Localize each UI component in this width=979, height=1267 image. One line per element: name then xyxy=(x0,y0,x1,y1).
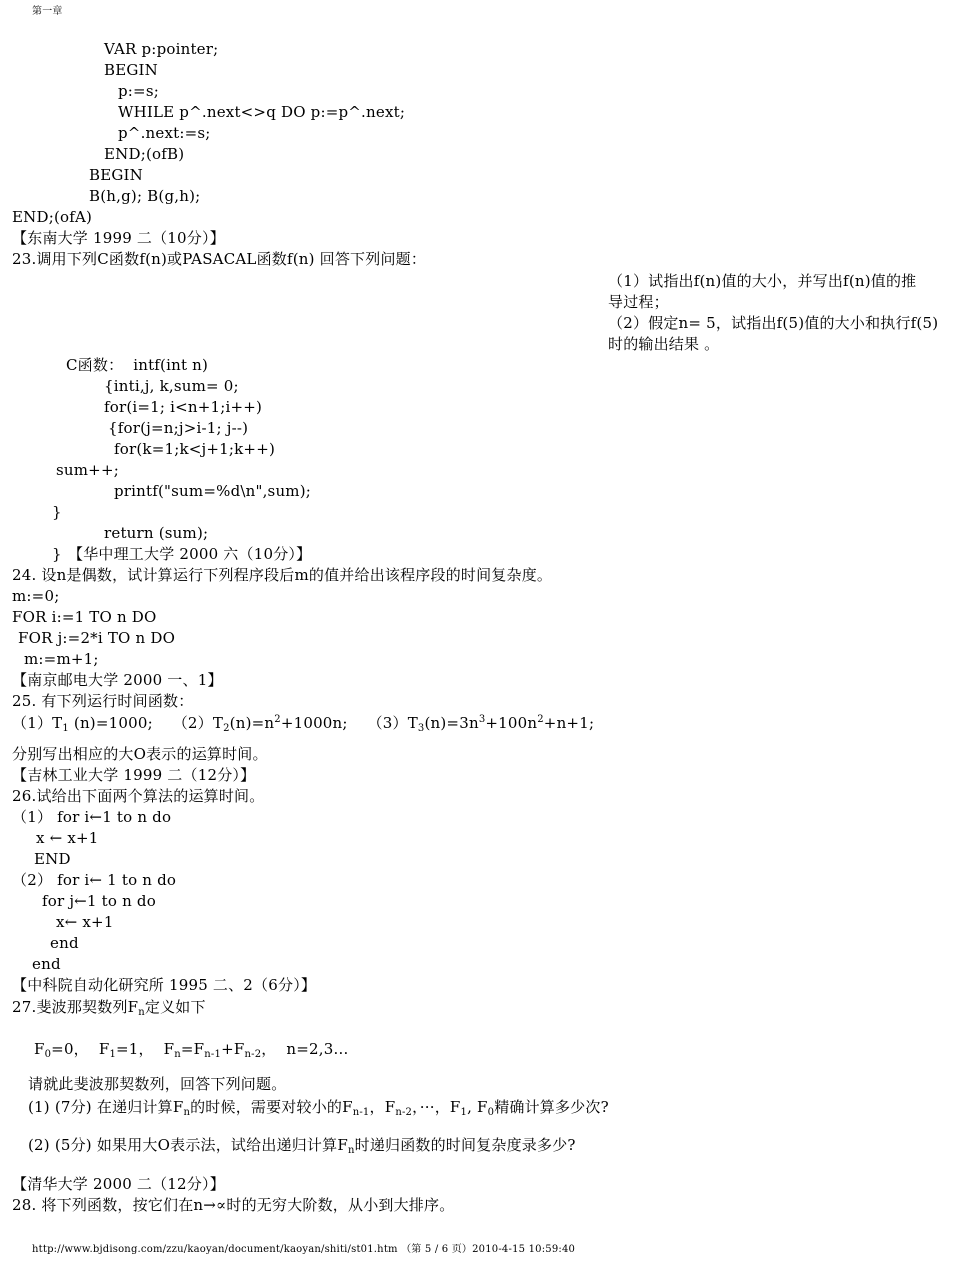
code-line: BEGIN xyxy=(104,61,159,79)
code-line: END;(ofA) xyxy=(12,208,93,226)
question-subpart: (1) (7分) 在递归计算$F_n$的时候，需要对较小的$F_{n-1}$，$F_{n-2}$，···，$F_1$, $F_0$精确计算多少次? xyxy=(28,1098,609,1118)
question-text: 分别写出相应的大O表示的运算时间。 xyxy=(12,745,268,763)
question-subpart: (2) (5分) 如果用大O表示法，试给出递归计算$F_n$时递归函数的时间复杂度录多少? xyxy=(28,1136,576,1156)
question-text: 请就此斐波那契数列，回答下列问题。 xyxy=(28,1075,287,1093)
question-subpart: 时的输出结果 。 xyxy=(608,335,720,353)
source-citation: 【吉林工业大学 1999 二（12分）】 xyxy=(12,766,256,784)
question-subpart: （1）试指出f(n)值的大小，并写出f(n)值的推 xyxy=(608,272,917,290)
code-line: WHILE p^.next<>q DO p:=p^.next; xyxy=(118,103,406,121)
question-title: 23.调用下列C函数f(n)或PASACAL函数f(n) 回答下列问题： xyxy=(12,250,427,268)
code-line: C函数： intf(int n) xyxy=(66,356,209,374)
formula-line: $(1)T_1$ (n)=1000; $(2)T_2(n)=n^2+1000n$; $(3)T_3(n)=3n^3+100n^2+n+1$; xyxy=(12,714,595,734)
code-line: return (sum); xyxy=(104,524,209,542)
code-line: } xyxy=(52,545,62,563)
code-line: p:=s; xyxy=(118,82,159,100)
question-subpart: （2）假定n= 5，试指出f(5)值的大小和执行f(5) xyxy=(608,314,939,332)
code-line: （1） for i←1 to n do xyxy=(12,808,172,826)
code-line: m:=0; xyxy=(12,587,60,605)
source-citation: 【东南大学 1999 二（10分）】 xyxy=(12,229,225,247)
question-title: 25. 有下列运行时间函数： xyxy=(12,692,194,710)
code-line: {inti,j, k,sum= 0; xyxy=(104,377,239,395)
code-line: } xyxy=(52,503,62,521)
code-line: for j←1 to n do xyxy=(42,892,156,910)
source-citation: 【清华大学 2000 二（12分）】 xyxy=(12,1175,225,1193)
question-subpart: 导过程； xyxy=(608,293,669,311)
code-line: BEGIN xyxy=(89,166,144,184)
source-citation: 【华中理工大学 2000 六（10分）】 xyxy=(68,545,312,563)
question-title: 24. 设n是偶数，试计算运行下列程序段后m的值并给出该程序段的时间复杂度。 xyxy=(12,566,553,584)
code-line: END xyxy=(34,850,71,868)
code-line: x ← x+1 xyxy=(36,829,99,847)
code-line: VAR p:pointer; xyxy=(104,40,219,58)
code-line: {for(j=n;j>i-1; j--) xyxy=(108,419,249,437)
code-line: x← x+1 xyxy=(56,913,114,931)
question-title: 27.斐波那契数列$F_n$定义如下 xyxy=(12,998,206,1018)
question-title: 28. 将下列函数，按它们在n→∝时的无穷大阶数，从小到大排序。 xyxy=(12,1196,455,1214)
code-line: （2） for i← 1 to n do xyxy=(12,871,177,889)
source-citation: 【南京邮电大学 2000 一、1】 xyxy=(12,671,223,689)
code-line: for(k=1;k<j+1;k++) xyxy=(114,440,276,458)
code-line: p^.next:=s; xyxy=(118,124,211,142)
chapter-header: 第一章 xyxy=(32,6,63,17)
code-line: sum++; xyxy=(56,461,119,479)
code-line: B(h,g); B(g,h); xyxy=(89,187,201,205)
code-line: END;(ofB) xyxy=(104,145,185,163)
code-line: FOR j:=2*i TO n DO xyxy=(18,629,176,647)
code-line: m:=m+1; xyxy=(24,650,99,668)
code-line: FOR i:=1 TO n DO xyxy=(12,608,157,626)
code-line: printf("sum=%d\n",sum); xyxy=(114,482,312,500)
question-title: 26.试给出下面两个算法的运算时间。 xyxy=(12,787,265,805)
source-citation: 【中科院自动化研究所 1995 二、2（6分）】 xyxy=(12,976,317,994)
code-line: end xyxy=(32,955,61,973)
fibonacci-definition: $F_0=0$， $F_1=1$， $F_n=F_{n-1}+F_{n-2}$， n=2,3... xyxy=(34,1040,349,1060)
code-line: for(i=1; i<n+1;i++) xyxy=(104,398,263,416)
page-footer: http://www.bjdisong.com/zzu/kaoyan/document/kaoyan/shiti/st01.htm （第 5 / 6 页）2010-4-15 10:59:40 xyxy=(32,1244,576,1255)
code-line: end xyxy=(50,934,79,952)
